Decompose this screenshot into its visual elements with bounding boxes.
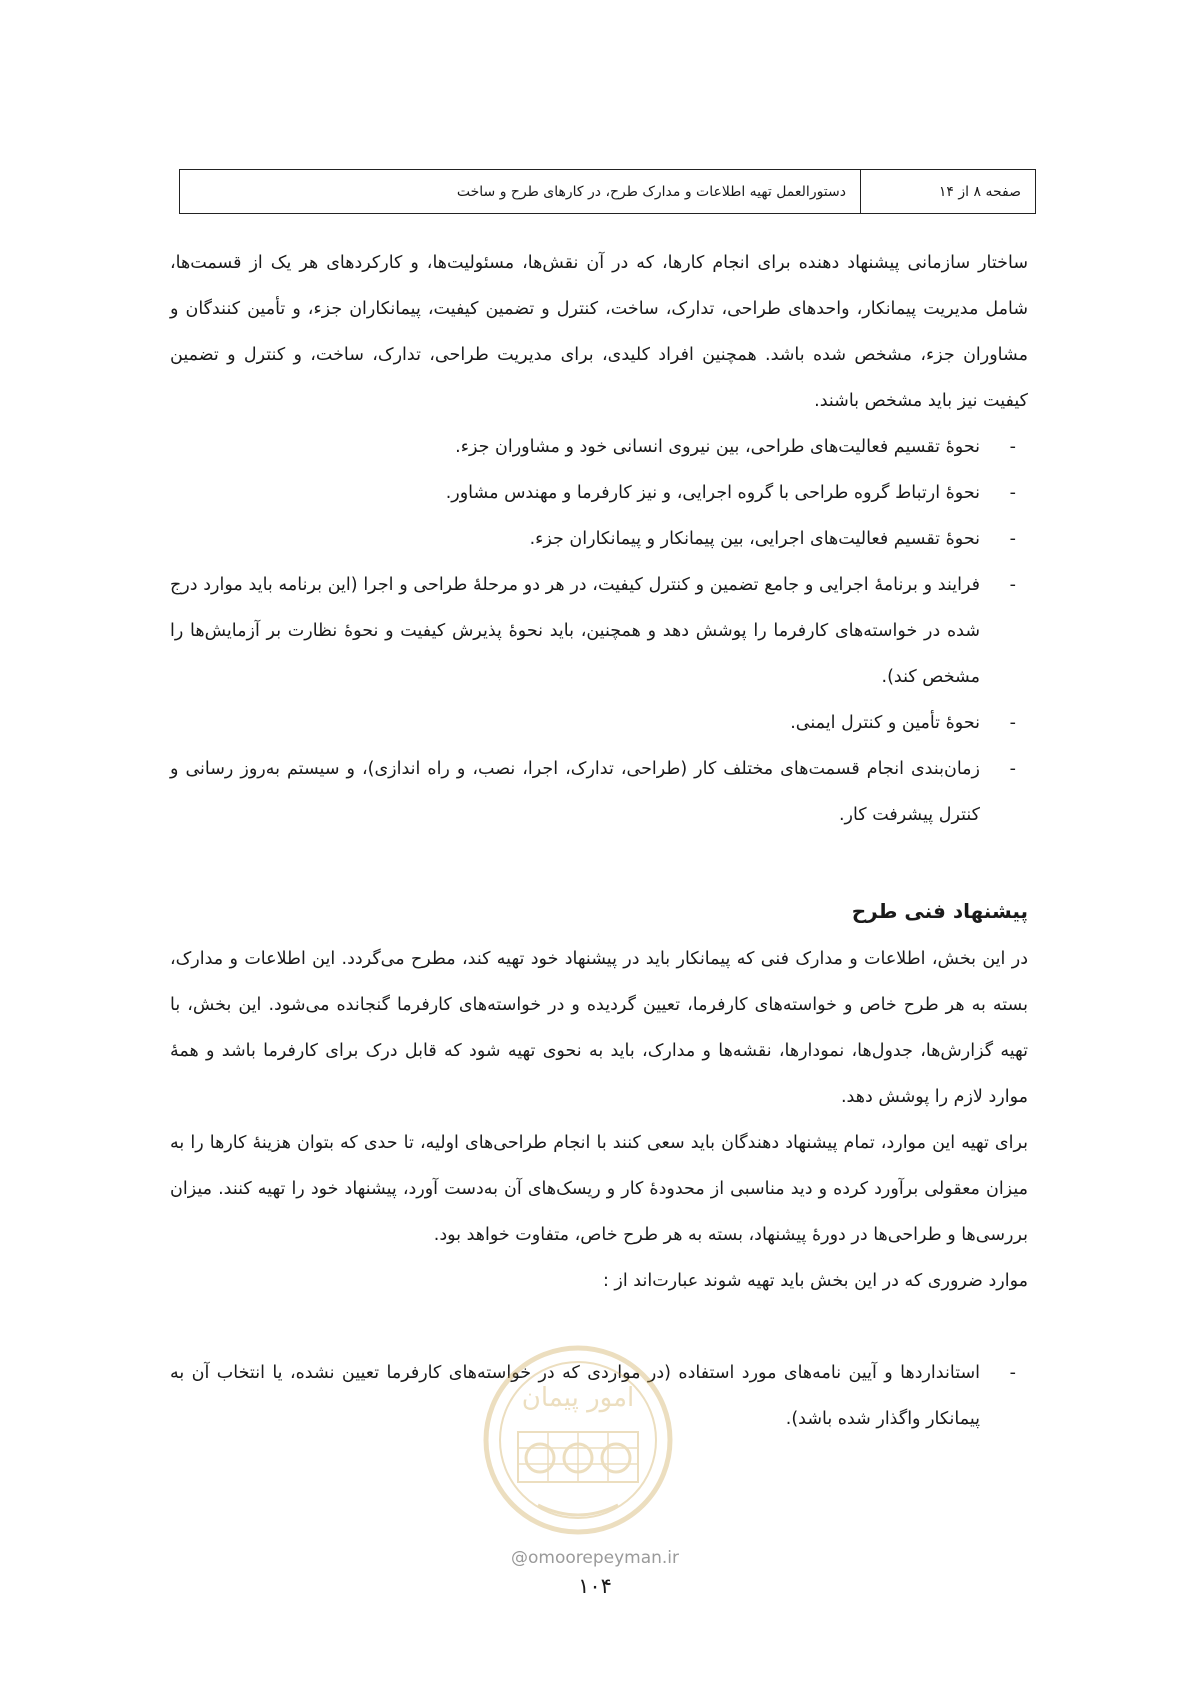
bullet-text: استانداردها و آیین نامه‌های مورد استفاده (در مواردی که در خواسته‌های کارفرما تعیین نشده، یا انتخاب آن به پیمانکار واگذار شده باشد).: [170, 1363, 980, 1429]
bullet-dash: -: [1009, 575, 1016, 595]
section-paragraph: در این بخش، اطلاعات و مدارک فنی که پیمانکار باید در پیشنهاد خود تهیه کند، مطرح می‌گردد. این اطلاعات و مدارک، بسته به هر طرح خاص و خواسته‌های کارفرما، تعیین گردیده و در خواسته‌های کارفرما گنجانده می‌شود. این بخش، با تهیه گزارش‌ها، جدول‌ها، نمودارها، نقشه‌ها و مدارک، باید به نحوی تهیه شود که قابل درک برای کارفرما باشد و همهٔ موارد لازم را پوشش دهد.: [170, 949, 1028, 1107]
section-paragraph: برای تهیه این موارد، تمام پیشنهاد دهندگان باید سعی کنند با انجام طراحی‌های اولیه، تا حدی که بتوان هزینهٔ کارها را به میزان معقولی برآورد کرده و دید مناسبی از محدودهٔ کار و ریسک‌های آن به‌دست آورد، پیشنهاد خود را تهیه کنند. میزان بررسی‌ها و طراحی‌ها در دورهٔ پیشنهاد، بسته به هر طرح خاص، متفاوت خواهد بود.: [170, 1133, 1028, 1245]
section-heading: پیشنهاد فنی طرح: [851, 899, 1028, 923]
bullet-item: [170, 516, 1028, 562]
bullet-text: نحوهٔ تقسیم فعالیت‌های اجرایی، بین پیمانکار و پیمانکاران جزء.: [529, 529, 980, 549]
watermark-logo-text: امور پیمان: [521, 1383, 635, 1413]
page-header: [179, 169, 1036, 214]
bullet-dash: -: [1009, 713, 1016, 733]
bullet-text: نحوهٔ ارتباط گروه طراحی با گروه اجرایی، و نیز کارفرما و مهندس مشاور.: [445, 483, 980, 503]
bullet-list: [170, 424, 1028, 838]
bullet-item: [170, 746, 1028, 838]
bullet-dash: -: [1009, 437, 1016, 457]
section-paragraph: موارد ضروری که در این بخش باید تهیه شوند عبارت‌اند از :: [602, 1271, 1028, 1291]
bullet-dash: -: [1009, 529, 1016, 549]
bullet-dash: -: [1009, 759, 1016, 779]
page-number: ۱۰۴: [578, 1574, 612, 1598]
bullet-dash: -: [1009, 1363, 1016, 1383]
bullet-text: نحوهٔ تأمین و کنترل ایمنی.: [790, 713, 980, 733]
intro-paragraph: ساختار سازمانی پیشنهاد دهنده برای انجام کارها، که در آن نقش‌ها، مسئولیت‌ها، و کارکردهای هر یک از قسمت‌ها، شامل مدیریت پیمانکار، واحدهای طراحی، تدارک، ساخت، کنترل و تضمین کیفیت، پیمانکاران جزء، و تأمین کنندگان و مشاوران جزء، مشخص شده باشد. همچنین افراد کلیدی، برای مدیریت طراحی، تدارک، ساخت، و کنترل و تضمین کیفیت نیز باید مشخص باشند.: [170, 253, 1028, 411]
bullet-item: [170, 470, 1028, 516]
page-body: [170, 240, 1028, 1442]
bullet-text: زمان‌بندی انجام قسمت‌های مختلف کار (طراحی، تدارک، اجرا، نصب، و راه اندازی)، و سیستم به‌روز رسانی و کنترل پیشرفت کار.: [170, 759, 980, 825]
bullet-dash: -: [1009, 483, 1016, 503]
header-document-title: دستورالعمل تهیه اطلاعات و مدارک طرح، در کارهای طرح و ساخت: [456, 183, 846, 200]
bullet-item: [170, 700, 1028, 746]
bullet-text: نحوهٔ تقسیم فعالیت‌های طراحی، بین نیروی انسانی خود و مشاوران جزء.: [455, 437, 980, 457]
bullet-item: [170, 424, 1028, 470]
watermark-logo: [478, 1340, 678, 1540]
watermark-url: @omoorepeyman.ir: [510, 1548, 680, 1568]
bullet-text: فرایند و برنامهٔ اجرایی و جامع تضمین و کنترل کیفیت، در هر دو مرحلهٔ طراحی و اجرا (این برنامه باید موارد درج شده در خواسته‌های کارفرما را پوشش دهد و همچنین، باید نحوهٔ پذیرش کیفیت و نحوهٔ نظارت بر آزمایش‌ها را مشخص کند).: [170, 575, 980, 687]
header-page-indicator: صفحه ۸ از ۱۴: [860, 170, 1035, 213]
bullet-item: [170, 562, 1028, 700]
